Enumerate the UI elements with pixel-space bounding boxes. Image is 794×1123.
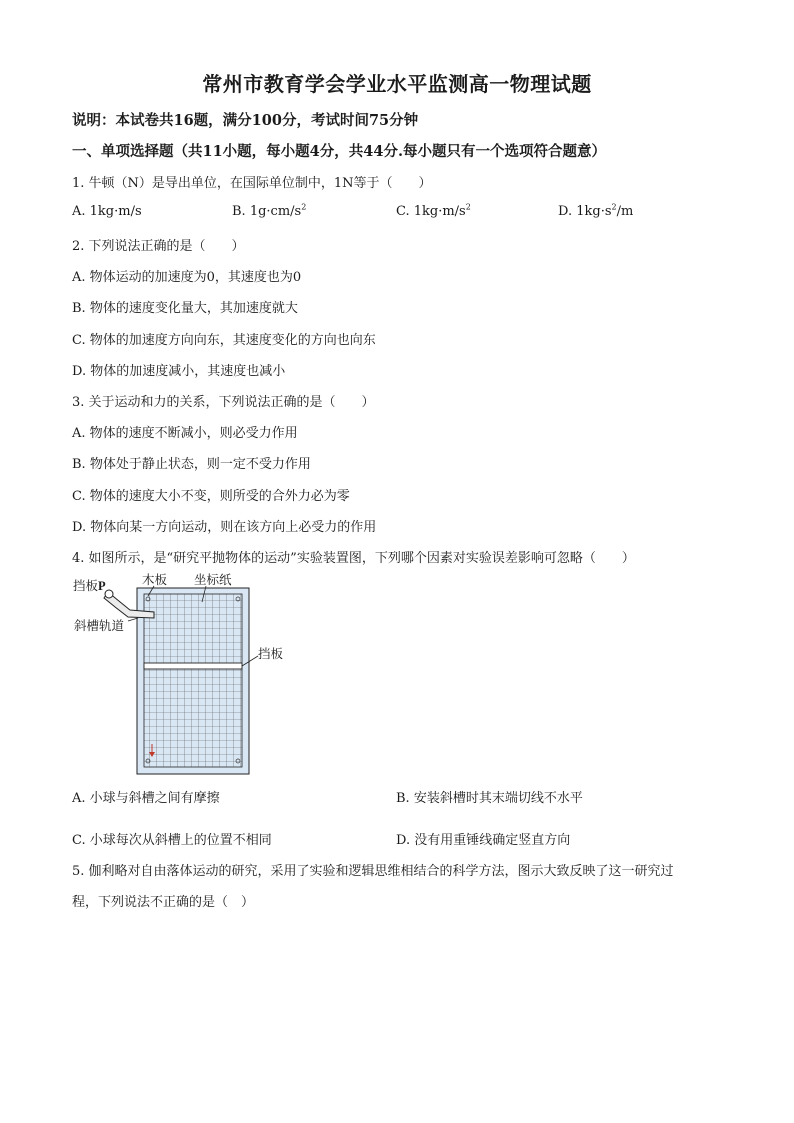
question-2-option-b: B. 物体的速度变化量大，其加速度就大	[72, 301, 298, 316]
question-2-option-d: D. 物体的加速度减小，其速度也减小	[72, 364, 286, 379]
label-inclined-track: 斜槽轨道	[74, 618, 125, 633]
page-title: 常州市教育学会学业水平监测高一物理试题	[202, 72, 592, 96]
question-4-option-d: D. 没有用重锤线确定竖直方向	[396, 833, 571, 848]
question-5-stem-line-2: 程，下列说法不正确的是（ ）	[72, 895, 255, 910]
question-3-option-c: C. 物体的速度大小不变，则所受的合外力必为零	[72, 489, 350, 504]
exam-instructions: 说明：本试卷共16题，满分100分，考试时间75分钟	[72, 112, 419, 129]
question-4-option-a: A. 小球与斜槽之间有摩擦	[72, 791, 220, 806]
question-1-option-c: C. $1kg\cdot m/s^2$	[396, 202, 471, 219]
question-3-option-a: A. 物体的速度不断减小，则必受力作用	[72, 426, 298, 441]
question-1-option-b: B. $1g\cdot cm/s^2$	[232, 202, 307, 219]
label-wooden-board: 木板	[142, 572, 168, 587]
baffle-p-ball	[105, 590, 113, 598]
question-4-stem: 4. 如图所示，是“研究平抛物体的运动”实验装置图，下列哪个因素对实验误差影响可忽略（ ）	[72, 551, 635, 566]
question-3-option-b: B. 物体处于静止状态，则一定不受力作用	[72, 457, 311, 472]
label-baffle: 挡板	[258, 646, 284, 661]
question-2-stem: 2. 下列说法正确的是（ ）	[72, 239, 245, 254]
question-5-stem-line-1: 5. 伽利略对自由落体运动的研究，采用了实验和逻辑思维相结合的科学方法，图示大致反映了这一研究过	[72, 864, 674, 879]
question-2-option-c: C. 物体的加速度方向向东，其速度变化的方向也向东	[72, 333, 376, 348]
coordinate-paper	[144, 594, 242, 767]
question-3-stem: 3. 关于运动和力的关系，下列说法正确的是（ ）	[72, 395, 375, 410]
section-header: 一、单项选择题（共11小题，每小题4分，共44分.每小题只有一个选项符合题意）	[72, 143, 606, 160]
label-coordinate-paper: 坐标纸	[194, 572, 232, 587]
question-1-option-a: A. 1kg·m/s	[72, 204, 142, 219]
question-4-option-b: B. 安装斜槽时其末端切线不水平	[396, 791, 583, 806]
question-1-option-d: D. $1kg\cdot s^2/m$	[558, 202, 634, 219]
apparatus-figure	[72, 572, 304, 778]
question-1-stem: 1. 牛顿（N）是导出单位，在国际单位制中，1N等于（ ）	[72, 176, 432, 191]
question-2-option-a: A. 物体运动的加速度为0，其速度也为0	[72, 270, 302, 285]
label-baffle-p: 挡板P	[73, 578, 106, 593]
question-3-option-d: D. 物体向某一方向运动，则在该方向上必受力的作用	[72, 520, 377, 535]
question-4-option-c: C. 小球每次从斜槽上的位置不相同	[72, 833, 272, 848]
baffle-bar	[144, 663, 242, 669]
